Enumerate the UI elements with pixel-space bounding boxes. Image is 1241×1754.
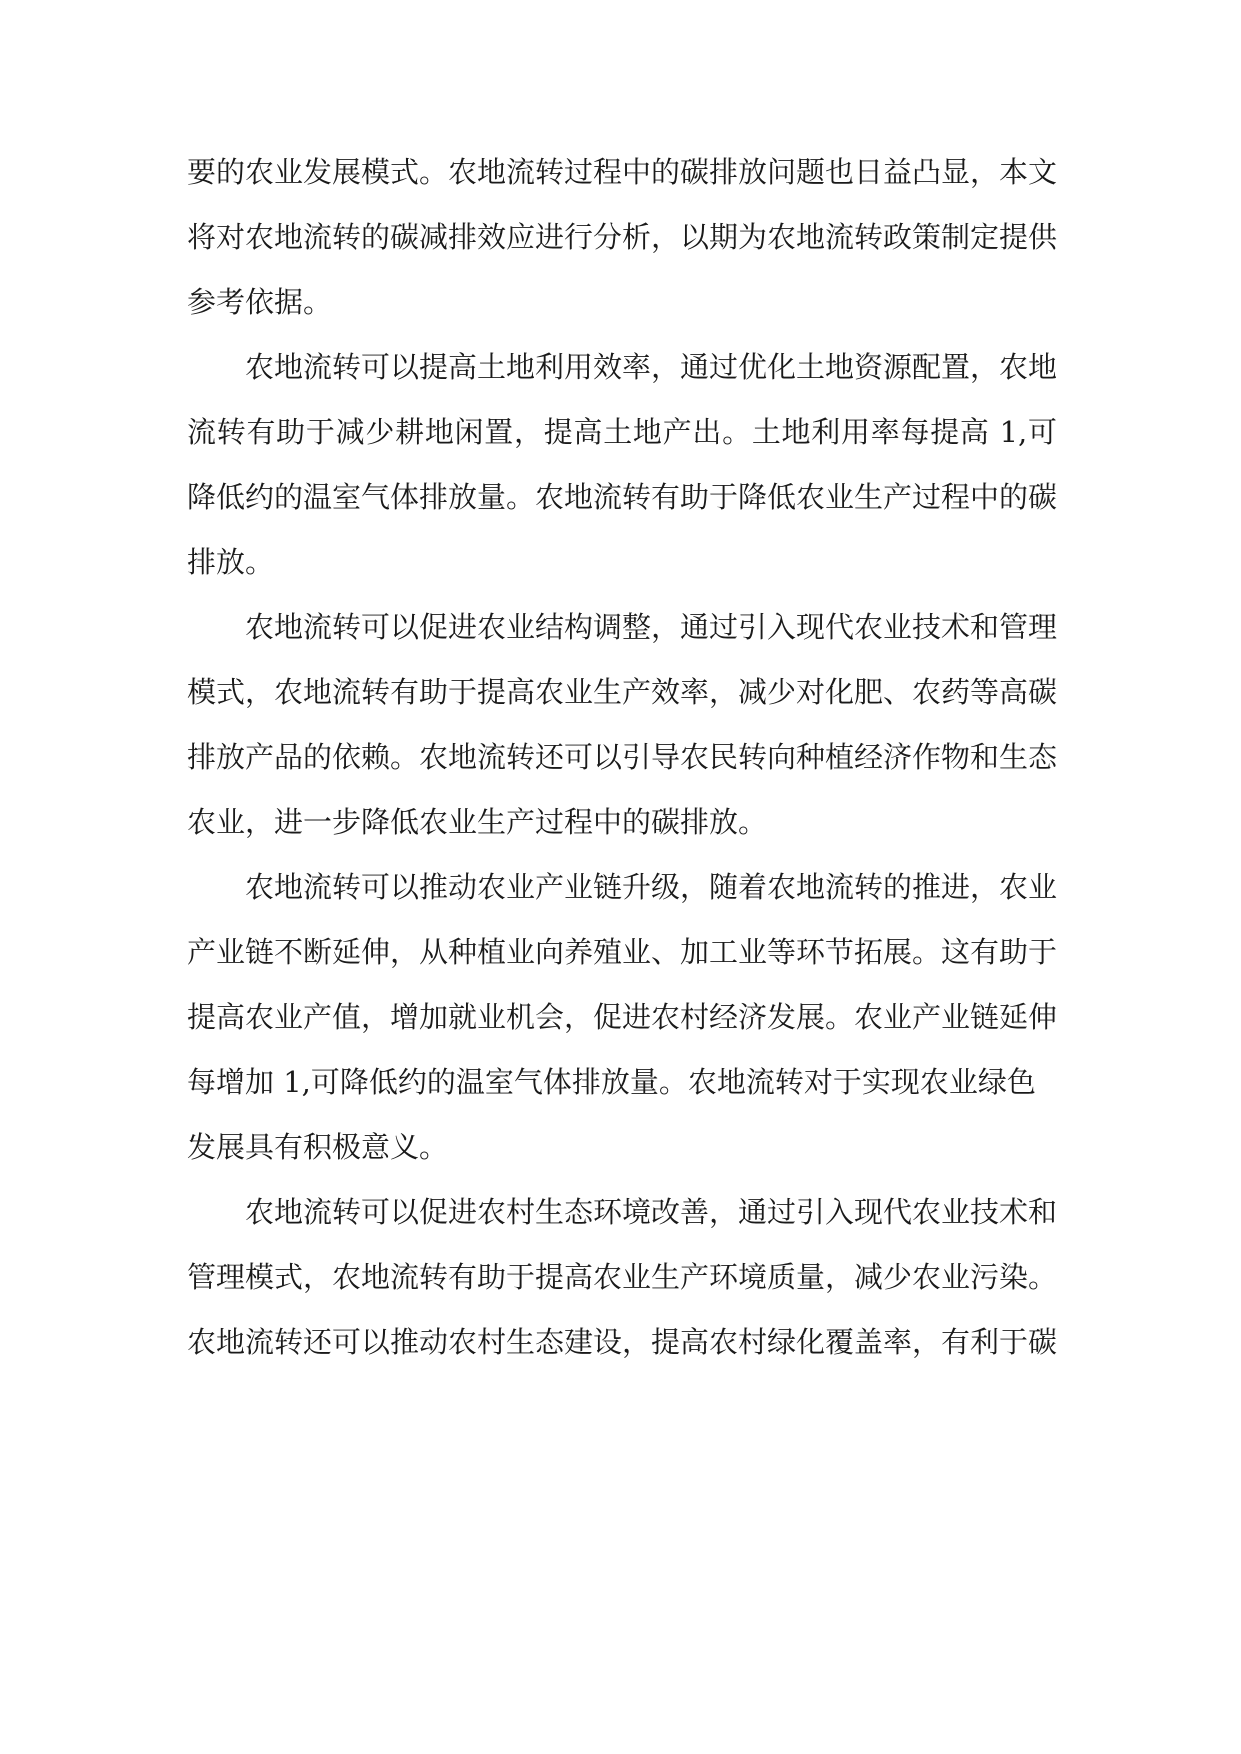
text-line: 流转有助于减少耕地闲置，提高土地产出。土地利用率每提高 1,可 xyxy=(187,415,1057,449)
text-line: 排放产品的依赖。农地流转还可以引导农民转向种植经济作物和生态 xyxy=(187,740,1058,774)
text-line: 农地流转还可以推动农村生态建设，提高农村绿化覆盖率，有利于碳 xyxy=(187,1325,1058,1359)
text-line: 将对农地流转的碳减排效应进行分析，以期为农地流转政策制定提供 xyxy=(187,220,1058,254)
text-line: 模式，农地流转有助于提高农业生产效率，减少对化肥、农药等高碳 xyxy=(187,675,1058,709)
text-line: 提高农业产值，增加就业机会，促进农村经济发展。农业产业链延伸 xyxy=(187,1000,1058,1034)
paragraph-first-line: 农地流转可以促进农业结构调整，通过引入现代农业技术和管理 xyxy=(245,610,1058,644)
text-line: 降低约的温室气体排放量。农地流转有助于降低农业生产过程中的碳 xyxy=(187,480,1058,514)
text-line: 要的农业发展模式。农地流转过程中的碳排放问题也日益凸显，本文 xyxy=(187,155,1058,189)
paragraph-first-line: 农地流转可以提高土地利用效率，通过优化土地资源配置，农地 xyxy=(245,350,1058,384)
text-line: 排放。 xyxy=(187,545,275,579)
text-line: 管理模式，农地流转有助于提高农业生产环境质量，减少农业污染。 xyxy=(187,1260,1058,1294)
body-text xyxy=(187,140,1057,1375)
text-line: 农业，进一步降低农业生产过程中的碳排放。 xyxy=(187,805,768,839)
paragraph-first-line: 农地流转可以促进农村生态环境改善，通过引入现代农业技术和 xyxy=(245,1195,1058,1229)
text-line: 参考依据。 xyxy=(187,285,333,319)
text-line: 产业链不断延伸，从种植业向养殖业、加工业等环节拓展。这有助于 xyxy=(187,935,1058,969)
text-line: 每增加 1,可降低约的温室气体排放量。农地流转对于实现农业绿色 xyxy=(187,1065,1036,1099)
text-line: 发展具有积极意义。 xyxy=(187,1130,449,1164)
paragraph-first-line: 农地流转可以推动农业产业链升级，随着农地流转的推进，农业 xyxy=(245,870,1058,904)
